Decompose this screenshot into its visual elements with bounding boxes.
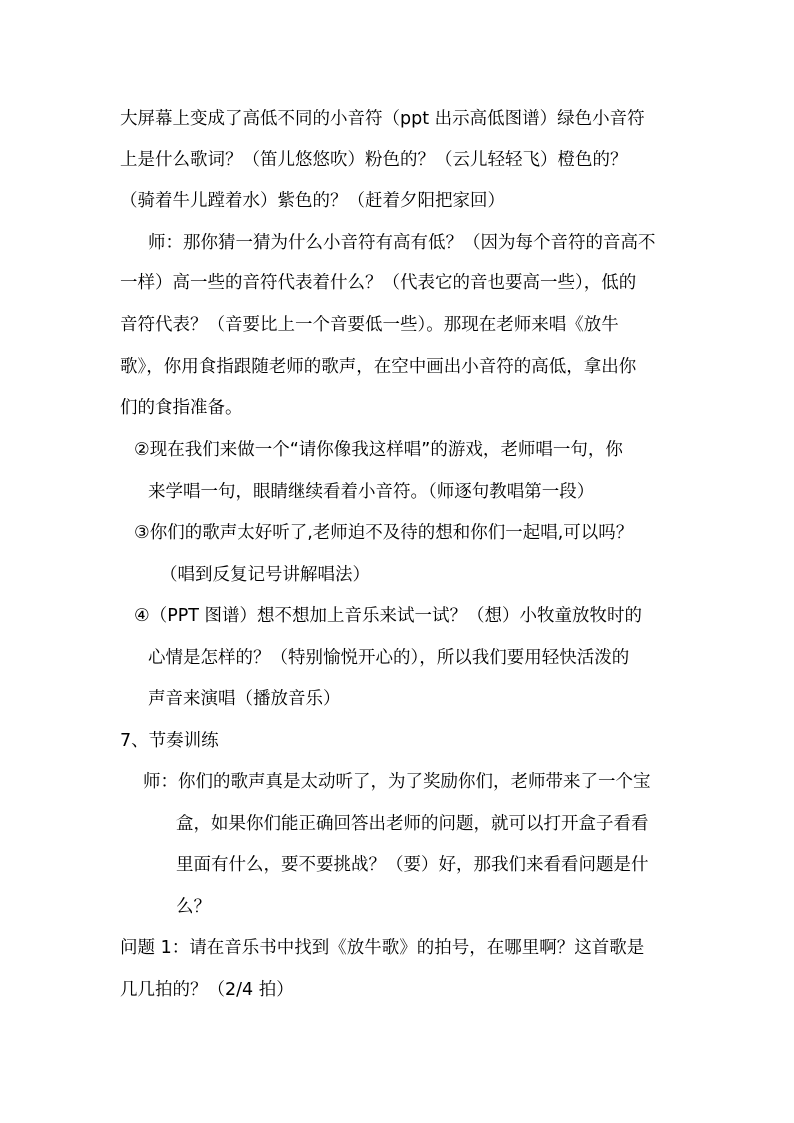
list-item-4-line-1: ④（PPT 图谱）想不想加上音乐来试一试？（想）小牧童放牧时的 [134,606,643,626]
paragraph-line-5: 一样）高一些的音符代表着什么？（代表它的音也要高一些），低的 [120,273,637,293]
question-1-line-1: 问题 1：请在音乐书中找到《放牛歌》的拍号，在哪里啊？这首歌是 [120,938,645,958]
paragraph-line-3: （骑着牛儿蹚着水）紫色的？（赶着夕阳把家回） [120,191,505,211]
question-1-line-2: 几几拍的？（2/4 拍） [120,980,294,1000]
paragraph-line-1: 大屏幕上变成了高低不同的小音符（ppt 出示高低图谱）绿色小音符 [120,109,645,129]
paragraph-line-6: 音符代表？（音要比上一个音要低一些）。那现在老师来唱《放牛 [120,315,619,335]
teacher-line-1: 师：你们的歌声真是太动听了，为了奖励你们，老师带来了一个宝 [143,772,651,792]
list-item-3-line-1: ③你们的歌声太好听了,老师迫不及待的想和你们一起唱,可以吗？ [134,523,634,543]
paragraph-line-4: 师：那你猜一猜为什么小音符有高有低？（因为每个音符的音高不 [148,233,656,253]
teacher-line-3: 里面有什么，要不要挑战？（要）好，那我们来看看问题是什 [176,855,649,875]
list-item-3-line-2: （唱到反复记号讲解唱法） [160,565,370,585]
list-item-4-line-2: 心情是怎样的？（特别愉悦开心的），所以我们要用轻快活泼的 [148,648,630,668]
list-item-2-line-1: ②现在我们来做一个“请你像我这样唱”的游戏，老师唱一句，你 [134,440,623,460]
teacher-line-2: 盒，如果你们能正确回答出老师的问题，就可以打开盒子看看 [176,814,649,834]
paragraph-line-8: 们的食指准备。 [120,398,243,418]
teacher-line-4: 么？ [176,897,211,917]
list-item-2-line-2: 来学唱一句，眼睛继续看着小音符。（师逐句教唱第一段） [148,482,595,502]
paragraph-line-2: 上是什么歌词？（笛儿悠悠吹）粉色的？（云儿轻轻飞）橙色的？ [120,150,628,170]
paragraph-line-7: 歌》，你用食指跟随老师的歌声，在空中画出小音符的高低，拿出你 [120,357,637,377]
list-item-4-line-3: 声音来演唱（播放音乐） [148,689,341,709]
section-heading: 7、节奏训练 [120,731,219,751]
